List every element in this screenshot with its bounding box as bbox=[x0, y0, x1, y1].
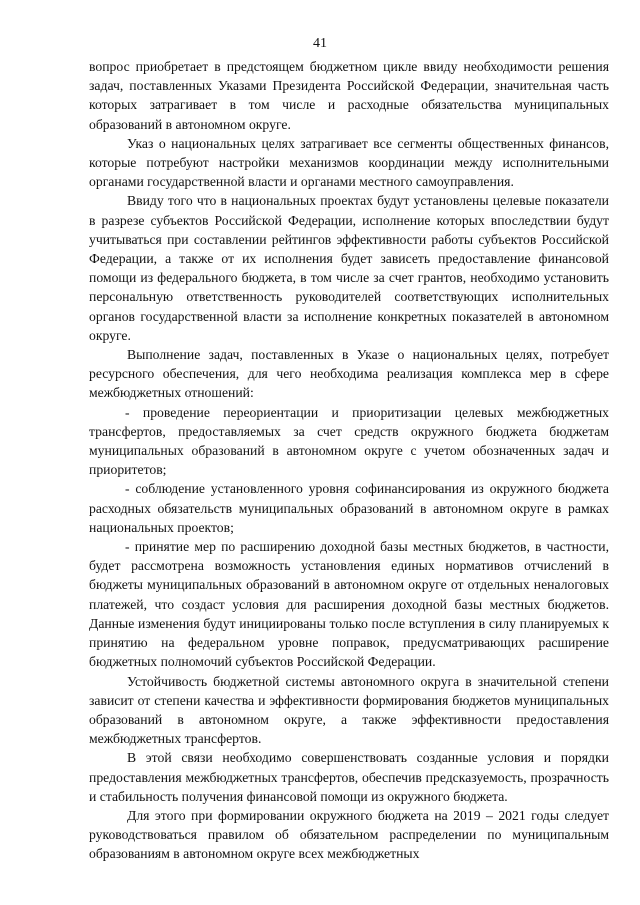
paragraph: Указ о национальных целях затрагивает все сегменты общественных финансов, которые потребуют настройки механизмов координации между исполнительными органами государственной власти и органами местного самоуправления. bbox=[89, 135, 609, 190]
paragraph: Выполнение задач, поставленных в Указе о национальных целях, потребует ресурсного обеспечения, для чего необходима реализация комплекса мер в сфере межбюджетных отношений: bbox=[89, 347, 609, 401]
document-body bbox=[89, 57, 609, 864]
list-item: - соблюдение установленного уровня софинансирования из окружного бюджета расходных обязательств муниципальных образований в автономном округе в рамках национальных проектов; bbox=[89, 481, 609, 535]
paragraph: Устойчивость бюджетной системы автономного округа в значительной степени зависит от степени качества и эффективности формирования бюджетов муниципальных образований в автономном округе, а также эффективности предоставления межбюджетных трансфертов. bbox=[89, 673, 609, 747]
page-number: 41 bbox=[313, 36, 327, 51]
list-item: - проведение переориентации и приоритизации целевых межбюджетных трансфертов, предоставляемых за счет средств окружного бюджета бюджетам муниципальных образований в автономном округе с учетом обозначенных задач и приоритетов; bbox=[89, 404, 609, 478]
paragraph: Ввиду того что в национальных проектах будут установлены целевые показатели в разрезе субъектов Российской Федерации, исполнение которых впоследствии будут учитываться при составлении рейтингов эффективности работы субъектов Российской Федерации, а также от их исполнения будет зависеть предоставление финансовой помощи из федерального бюджета, в том числе за счет грантов, необходимо установить персональную ответственность руководителей соответствующих исполнительных органов государственной власти за исполнение конкретных показателей в автономном округе. bbox=[89, 193, 609, 343]
paragraph: В этой связи необходимо совершенствовать созданные условия и порядки предоставления межбюджетных трансфертов, обеспечив предсказуемость, прозрачность и стабильность получения финансовой помощи из окружного бюджета. bbox=[89, 750, 609, 804]
paragraph: вопрос приобретает в предстоящем бюджетном цикле ввиду необходимости решения задач, поставленных Указами Президента Российской Федерации, значительная часть которых затрагивает в том числе и расходные обязательства муниципальных образований в автономном округе. bbox=[89, 59, 609, 132]
list-item: - принятие мер по расширению доходной базы местных бюджетов, в частности, будет рассмотрена возможность установления единых нормативов отчислений в бюджеты муниципальных образований в автономном округе от отдельных неналоговых платежей, что создаст условия для расширения доходной базы местных бюджетов. Данные изменения будут инициированы только после вступления в силу планируемых к принятию на федеральном уровне поправок, предусматривающих расширение бюджетных полномочий субъектов Российской Федерации. bbox=[89, 539, 609, 670]
paragraph: Для этого при формировании окружного бюджета на 2019 – 2021 годы следует руководствоваться правилом об обязательном распределении по муниципальным образованиям в автономном округе всех межбюджетных bbox=[89, 807, 609, 862]
